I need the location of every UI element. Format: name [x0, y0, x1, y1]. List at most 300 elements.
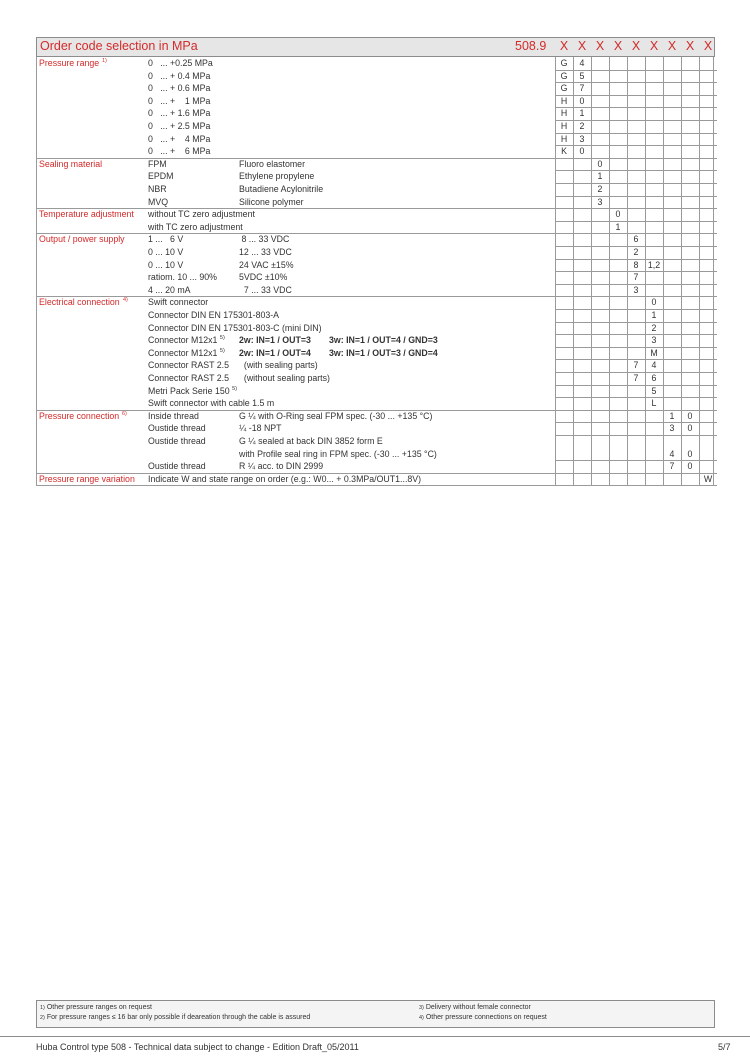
code-cell [663, 397, 681, 410]
code-cell [591, 133, 609, 146]
option-code-text: 0 ... + 0.4 MPa [148, 70, 211, 81]
code-cell [681, 208, 699, 221]
option-description: 24 VAC ±15% [239, 259, 294, 270]
code-cell [609, 397, 627, 410]
option-description: 7 ... 33 VDC [239, 284, 292, 295]
option-code-text: 1 ... 6 V [148, 234, 184, 245]
code-cell [627, 397, 645, 410]
code-cell [663, 120, 681, 133]
code-cell: 4 [651, 360, 657, 371]
option-description: 5VDC ±10% [239, 272, 288, 283]
option-pin-assignment: 3w: IN=1 / OUT=3 / GND=4 [329, 347, 438, 358]
code-cell: G [560, 58, 568, 68]
table-row [0, 435, 750, 448]
code-cell: H [560, 133, 568, 144]
code-cell [591, 397, 609, 410]
code-cell [699, 460, 717, 473]
option-code-text: Connector M12x1 $^{5)}$ [148, 335, 225, 346]
code-cell [663, 221, 681, 234]
footnote-1: $^{1)}$ Other pressure ranges on request [40, 1004, 152, 1011]
table-row [0, 233, 750, 246]
code-cell [573, 246, 591, 259]
code-cell [609, 133, 627, 146]
code-cell [645, 473, 663, 486]
code-cell: 1 [597, 171, 603, 182]
option-code-text: Oustide thread [148, 461, 206, 472]
code-cell [645, 271, 663, 284]
code-cell [699, 359, 717, 372]
table-row [0, 145, 750, 158]
code-cell [627, 170, 645, 183]
code-cell [663, 107, 681, 120]
code-cell [645, 221, 663, 234]
code-cell: 5 [579, 70, 585, 81]
code-cell [645, 196, 663, 209]
code-cell [609, 347, 627, 360]
table-row [0, 460, 750, 473]
code-cell: 2 [651, 322, 657, 333]
code-cell [663, 170, 681, 183]
code-cell [573, 196, 591, 209]
code-cell [699, 347, 717, 360]
code-cell [681, 82, 699, 95]
code-cell: H [560, 108, 568, 119]
table-row [0, 309, 750, 322]
code-cell [699, 309, 717, 322]
code-cell [573, 448, 591, 461]
code-cell: 1,2 [647, 259, 661, 270]
code-cell [663, 259, 681, 272]
table-row [0, 246, 750, 259]
code-cell [555, 246, 573, 259]
code-cell [645, 158, 663, 171]
code-cell [627, 309, 645, 322]
code-cell [573, 385, 591, 398]
code-cell [681, 271, 699, 284]
code-cell [591, 82, 609, 95]
option-description: 2w: IN=1 / OUT=4 [239, 347, 311, 358]
code-cell [591, 473, 609, 486]
code-cell [609, 372, 627, 385]
footnote-4: $^{4)}$ Other pressure connections on request [419, 1014, 547, 1021]
table-row [0, 397, 750, 410]
code-cell [609, 322, 627, 335]
code-cell [627, 145, 645, 158]
section-divider [36, 473, 555, 474]
code-cell [645, 170, 663, 183]
table-row [0, 82, 750, 95]
option-description: with Profile seal ring in FPM spec. (-30 ... +135 °C) [239, 448, 437, 459]
column-divider [681, 57, 682, 485]
option-code-text: with TC zero adjustment [148, 221, 243, 232]
code-cell [699, 372, 717, 385]
table-row [0, 284, 750, 297]
table-row [0, 221, 750, 234]
code-cell [591, 145, 609, 158]
code-cell [591, 233, 609, 246]
table-row [0, 208, 750, 221]
code-cell [681, 95, 699, 108]
code-cell: 1 [651, 310, 657, 320]
section-label: Electrical connection [39, 297, 120, 308]
option-description: Butadiene Acylonitrile [239, 184, 324, 194]
code-cell [573, 233, 591, 246]
table-row [0, 120, 750, 133]
code-cell [699, 397, 717, 410]
order-code-title: Order code selection in MPa [40, 39, 198, 53]
option-code-text: Connector DIN EN 175301-803-A [148, 310, 280, 320]
code-cell [627, 82, 645, 95]
code-cell [609, 359, 627, 372]
code-cell [663, 271, 681, 284]
code-cell [699, 385, 717, 398]
code-cell [699, 120, 717, 133]
code-placeholder: X [559, 39, 569, 53]
code-cell [591, 95, 609, 108]
column-divider [36, 57, 37, 485]
code-cell: 7 [633, 272, 639, 283]
code-cell [699, 259, 717, 272]
table-row [0, 259, 750, 272]
code-cell [645, 95, 663, 108]
code-cell: 3 [633, 284, 639, 295]
code-cell: 0 [597, 158, 603, 169]
column-divider [609, 57, 610, 485]
table-row [0, 95, 750, 108]
code-cell [645, 183, 663, 196]
code-cell [609, 233, 627, 246]
option-description: (with sealing parts) [239, 360, 318, 371]
code-cell [627, 296, 645, 309]
code-cell [555, 271, 573, 284]
code-cell [609, 473, 627, 486]
code-cell [681, 284, 699, 297]
code-cell [591, 448, 609, 461]
code-cell [681, 259, 699, 272]
footnote-ref: 5) [232, 385, 237, 392]
code-cell [681, 347, 699, 360]
code-cell [681, 359, 699, 372]
code-placeholder: X [577, 39, 587, 53]
code-cell [681, 322, 699, 335]
code-cell [681, 183, 699, 196]
code-cell: 0 [579, 146, 585, 157]
code-cell: 2 [597, 184, 603, 194]
code-cell [591, 385, 609, 398]
code-cell [645, 82, 663, 95]
code-cell [591, 221, 609, 234]
table-row [0, 385, 750, 398]
code-cell [573, 221, 591, 234]
code-cell [555, 170, 573, 183]
code-cell [573, 422, 591, 435]
section-label: Pressure connection [39, 410, 120, 421]
code-cell [555, 372, 573, 385]
footer-divider [0, 1036, 750, 1037]
code-cell [699, 70, 717, 83]
code-cell [627, 334, 645, 347]
code-cell [645, 435, 663, 448]
option-code-text: NBR [148, 184, 167, 194]
code-cell [609, 246, 627, 259]
code-cell [555, 448, 573, 461]
code-cell: M [650, 347, 658, 358]
option-code-text: 0 ... +0.25 MPa [148, 58, 213, 68]
code-cell [555, 347, 573, 360]
code-cell [681, 246, 699, 259]
code-cell: 1 [669, 410, 675, 421]
section-divider [36, 410, 555, 411]
option-code-text: 0 ... 10 V [148, 247, 184, 257]
code-placeholder: X [613, 39, 623, 53]
footnotes [36, 1000, 715, 1028]
option-code-text: Connector RAST 2.5 [148, 373, 230, 383]
option-description: 8 ... 33 VDC [239, 234, 290, 245]
column-divider [699, 57, 700, 485]
option-code-text: 0 ... + 6 MPa [148, 146, 211, 157]
code-cell [699, 133, 717, 146]
code-cell: 0 [687, 461, 693, 472]
code-cell [555, 233, 573, 246]
table-row [0, 448, 750, 461]
code-cell: 3 [669, 423, 675, 434]
option-description: G ¼ sealed at back DIN 3852 form E [239, 436, 383, 446]
code-cell [609, 183, 627, 196]
code-cell [573, 208, 591, 221]
footnote-ref: 5) [219, 347, 225, 354]
table-row [0, 57, 750, 70]
code-cell [555, 334, 573, 347]
code-cell [591, 359, 609, 372]
code-cell [699, 422, 717, 435]
code-cell [645, 284, 663, 297]
code-cell: 1 [615, 221, 621, 232]
code-cell [681, 233, 699, 246]
code-cell: 3 [597, 196, 603, 207]
code-cell [663, 296, 681, 309]
code-cell [663, 347, 681, 360]
code-placeholder: X [649, 39, 659, 53]
code-cell [555, 359, 573, 372]
section-label: Pressure range variation [39, 473, 135, 484]
table-row [0, 271, 750, 284]
section-footnote-ref: 4) [123, 297, 128, 304]
section-footnote-ref: 6) [122, 410, 127, 417]
code-cell [681, 334, 699, 347]
code-cell: 7 [633, 360, 639, 371]
code-cell [591, 322, 609, 335]
code-placeholder: X [685, 39, 695, 53]
code-cell [573, 347, 591, 360]
code-cell [555, 208, 573, 221]
code-cell [591, 296, 609, 309]
code-cell [573, 170, 591, 183]
code-cell [609, 57, 627, 70]
code-cell [681, 133, 699, 146]
order-code-prefix: 508.9 [515, 39, 547, 53]
table-row [0, 422, 750, 435]
code-cell [609, 385, 627, 398]
code-cell [573, 435, 591, 448]
column-divider [645, 57, 646, 485]
section-divider [36, 208, 555, 209]
code-cell [609, 82, 627, 95]
code-cell [681, 372, 699, 385]
code-cell [573, 473, 591, 486]
option-description: Silicone polymer [239, 196, 304, 207]
code-cell: H [560, 121, 568, 131]
column-divider [713, 57, 714, 485]
code-cell: 8 [633, 259, 639, 270]
code-cell [573, 296, 591, 309]
code-cell [609, 284, 627, 297]
code-cell [663, 183, 681, 196]
table-row [0, 70, 750, 83]
code-cell [573, 284, 591, 297]
option-code-text: Oustide thread [148, 436, 206, 446]
code-cell [699, 82, 717, 95]
code-cell [663, 284, 681, 297]
code-placeholder: X [703, 39, 713, 53]
table-row [0, 410, 750, 423]
code-placeholder: X [631, 39, 641, 53]
code-cell: W [703, 473, 713, 484]
section-label: Sealing material [39, 158, 103, 169]
column-divider [627, 57, 628, 485]
code-cell [555, 435, 573, 448]
option-code-text: MVQ [148, 196, 169, 207]
code-cell [627, 208, 645, 221]
table-bottom-border [36, 485, 713, 486]
code-cell [627, 322, 645, 335]
code-cell [555, 422, 573, 435]
code-cell [591, 107, 609, 120]
code-cell [699, 183, 717, 196]
code-cell [681, 57, 699, 70]
code-cell [573, 334, 591, 347]
code-cell: 0 [579, 95, 585, 106]
code-cell [699, 246, 717, 259]
section-label: Output / power supply [39, 234, 125, 245]
option-code-text: Connector M12x1 $^{5)}$ [148, 347, 225, 358]
option-description: 12 ... 33 VDC [239, 247, 292, 257]
code-cell [555, 221, 573, 234]
code-cell [663, 359, 681, 372]
option-code-text: 0 ... + 2.5 MPa [148, 121, 211, 131]
code-cell [645, 57, 663, 70]
code-cell [573, 460, 591, 473]
code-cell [627, 221, 645, 234]
footnote-2: $^{2)}$ For pressure ranges ≤ 16 bar only possible if deareation through the cable is assured [40, 1014, 311, 1021]
code-cell [573, 410, 591, 423]
code-cell [699, 158, 717, 171]
code-cell [645, 448, 663, 461]
code-cell [699, 233, 717, 246]
column-divider [573, 57, 574, 485]
table-row [0, 334, 750, 347]
section-label: Pressure range [39, 58, 100, 68]
code-cell [681, 158, 699, 171]
table-row [0, 347, 750, 360]
code-cell [663, 208, 681, 221]
code-cell: 0 [615, 209, 621, 220]
code-cell [555, 410, 573, 423]
code-cell [591, 208, 609, 221]
option-description: Fluoro elastomer [239, 158, 306, 169]
code-cell [699, 284, 717, 297]
option-code-text: Indicate W and state range on order (e.g.: W0... + 0.3MPa/OUT1...8V) [148, 473, 422, 484]
code-cell [681, 385, 699, 398]
code-cell [573, 309, 591, 322]
code-cell [699, 271, 717, 284]
code-cell [609, 70, 627, 83]
code-cell [627, 422, 645, 435]
code-cell [681, 473, 699, 486]
code-cell [681, 296, 699, 309]
code-cell [699, 107, 717, 120]
option-code-text: 0 ... + 1.6 MPa [148, 108, 211, 119]
code-cell: H [560, 95, 568, 106]
code-cell [645, 410, 663, 423]
section-label: Temperature adjustment [39, 209, 134, 220]
code-cell [627, 133, 645, 146]
code-cell [609, 170, 627, 183]
code-cell [663, 385, 681, 398]
code-cell [555, 473, 573, 486]
option-description: (without sealing parts) [239, 373, 330, 383]
option-pin-assignment: 3w: IN=1 / OUT=4 / GND=3 [329, 335, 438, 346]
code-cell [573, 372, 591, 385]
code-cell [609, 410, 627, 423]
code-cell [627, 385, 645, 398]
code-cell [681, 221, 699, 234]
code-cell [681, 196, 699, 209]
code-cell [573, 158, 591, 171]
code-cell [573, 183, 591, 196]
code-cell [645, 422, 663, 435]
option-code-text: EPDM [148, 171, 174, 182]
code-cell [573, 259, 591, 272]
option-code-text: 0 ... + 0.6 MPa [148, 83, 211, 94]
code-cell [591, 347, 609, 360]
code-cell [555, 259, 573, 272]
option-code-text: Swift connector with cable 1.5 m [148, 398, 275, 409]
code-cell [627, 435, 645, 448]
footnote-ref: 5) [219, 335, 225, 342]
code-cell [609, 448, 627, 461]
column-divider [591, 57, 592, 485]
code-cell [555, 296, 573, 309]
code-cell [645, 208, 663, 221]
code-cell [681, 70, 699, 83]
code-cell [609, 422, 627, 435]
table-row [0, 183, 750, 196]
code-cell [681, 397, 699, 410]
code-cell [609, 145, 627, 158]
code-cell [663, 95, 681, 108]
code-cell [645, 107, 663, 120]
option-description: G ¼ with O-Ring seal FPM spec. (-30 ... +135 °C) [239, 410, 433, 421]
column-divider [663, 57, 664, 485]
code-cell [663, 57, 681, 70]
code-cell [591, 271, 609, 284]
code-cell: 2 [633, 247, 639, 257]
code-cell [699, 448, 717, 461]
page-number: 5/7 [718, 1042, 731, 1052]
code-cell: 0 [687, 410, 693, 421]
code-cell: 2 [579, 121, 585, 131]
code-cell [699, 145, 717, 158]
